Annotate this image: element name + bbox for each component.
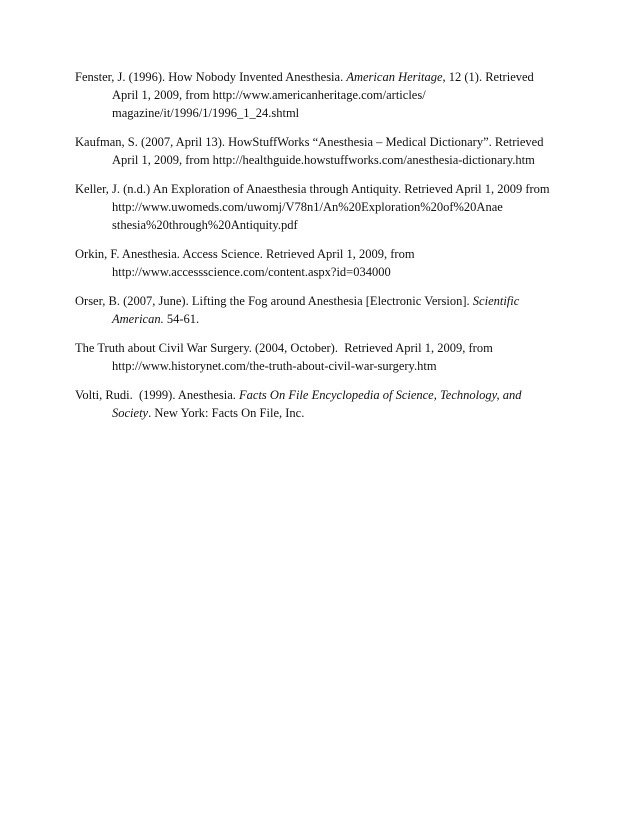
reference-text: Orkin, F. Anesthesia. Access Science. Retrieved April 1, 2009, from [75,247,415,261]
reference-entry [75,180,555,234]
reference-text: http://www.uwomeds.com/uwomj/V78n1/An%20Exploration%20of%20Anae [112,200,503,214]
reference-italic-text: Society [112,406,149,420]
reference-entry [75,292,555,328]
reference-italic-text: Scientific [472,294,520,308]
reference-entry [75,133,555,169]
reference-text: Volti, Rudi. (1999). Anesthesia. [75,388,240,402]
reference-text: , 12 (1). Retrieved [442,70,534,84]
reference-text: http://www.historynet.com/the-truth-about-civil-war-surgery.htm [112,359,437,373]
reference-line [75,292,555,310]
reference-line [112,310,555,328]
reference-text: magazine/it/1996/1/1996_1_24.shtml [112,106,300,120]
reference-entry [75,245,555,281]
reference-text: Fenster, J. (1996). How Nobody Invented Anesthesia. [75,70,347,84]
reference-line [112,151,555,169]
reference-line [112,216,555,234]
reference-text: . New York: Facts On File, Inc. [148,406,305,420]
reference-line [112,104,555,122]
reference-line [112,404,555,422]
reference-italic-text: Facts On File Encyclopedia of Science, Technology, and [239,388,522,402]
reference-text: Keller, J. (n.d.) An Exploration of Anaesthesia through Antiquity. Retrieved April 1, 2009 from [75,182,550,196]
reference-entry [75,339,555,375]
reference-line [112,86,555,104]
reference-list [75,68,555,433]
reference-text: Kaufman, S. (2007, April 13). HowStuffWorks “Anesthesia – Medical Dictionary”. Retrieved [75,135,544,149]
reference-text: http://www.accessscience.com/content.aspx?id=034000 [112,265,391,279]
reference-italic-text: American. [112,312,164,326]
reference-line [112,357,555,375]
reference-line [75,339,555,357]
reference-line [75,133,555,151]
reference-text: sthesia%20through%20Antiquity.pdf [112,218,298,232]
reference-line [75,68,555,86]
reference-italic-text: American Heritage [346,70,443,84]
reference-text: April 1, 2009, from http://healthguide.howstuffworks.com/anesthesia-dictionary.htm [112,153,535,167]
reference-text: 54-61. [163,312,200,326]
reference-line [112,198,555,216]
reference-line [112,263,555,281]
reference-text: April 1, 2009, from http://www.americanheritage.com/articles/ [112,88,426,102]
reference-entry [75,386,555,422]
reference-line [75,386,555,404]
reference-line [75,245,555,263]
reference-text: Orser, B. (2007, June). Lifting the Fog around Anesthesia [Electronic Version]. [75,294,473,308]
reference-entry [75,68,555,122]
reference-line [75,180,555,198]
reference-text: The Truth about Civil War Surgery. (2004, October). Retrieved April 1, 2009, from [75,341,493,355]
